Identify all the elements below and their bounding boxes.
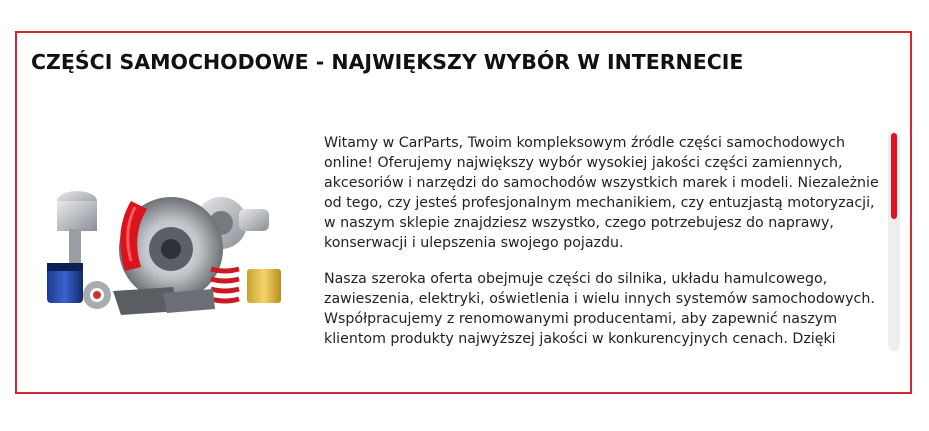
car-parts-image <box>43 171 293 321</box>
car-parts-collage-icon <box>43 171 293 321</box>
scrollbar-thumb[interactable] <box>891 133 897 219</box>
content-section <box>15 31 912 394</box>
section-title: CZĘŚCI SAMOCHODOWE - NAJWIĘKSZY WYBÓR W INTERNECIE <box>31 50 744 74</box>
paragraph-offer: Nasza szeroka oferta obejmuje części do silnika, układu hamulcowego, zawieszenia, elektryki, oświetlenia i wielu innych systemów samochodowych. Współpracujemy z renomowanymi producentami, aby zapewnić naszym klientom produkty najwyższej jakości w konkurencyjnych cenach. Dzięki <box>324 271 875 347</box>
paragraph-intro: Witamy w CarParts, Twoim kompleksowym źródle części samochodowych online! Oferujemy największy wybór wysokiej jakości części zamiennych, akcesoriów i narzędzi do samochodów wszystkich marek i modeli. Niezależnie od tego, czy jesteś profesjonalnym mechanikiem, czy entuzjastą motoryzacji, w naszym sklepie znajdziesz wszystko, czego potrzebujesz do naprawy, konserwacji i ulepszenia swojego pojazdu. <box>324 135 879 251</box>
scrollbar-track[interactable] <box>888 131 900 351</box>
description-scroll-area[interactable] <box>324 133 884 351</box>
